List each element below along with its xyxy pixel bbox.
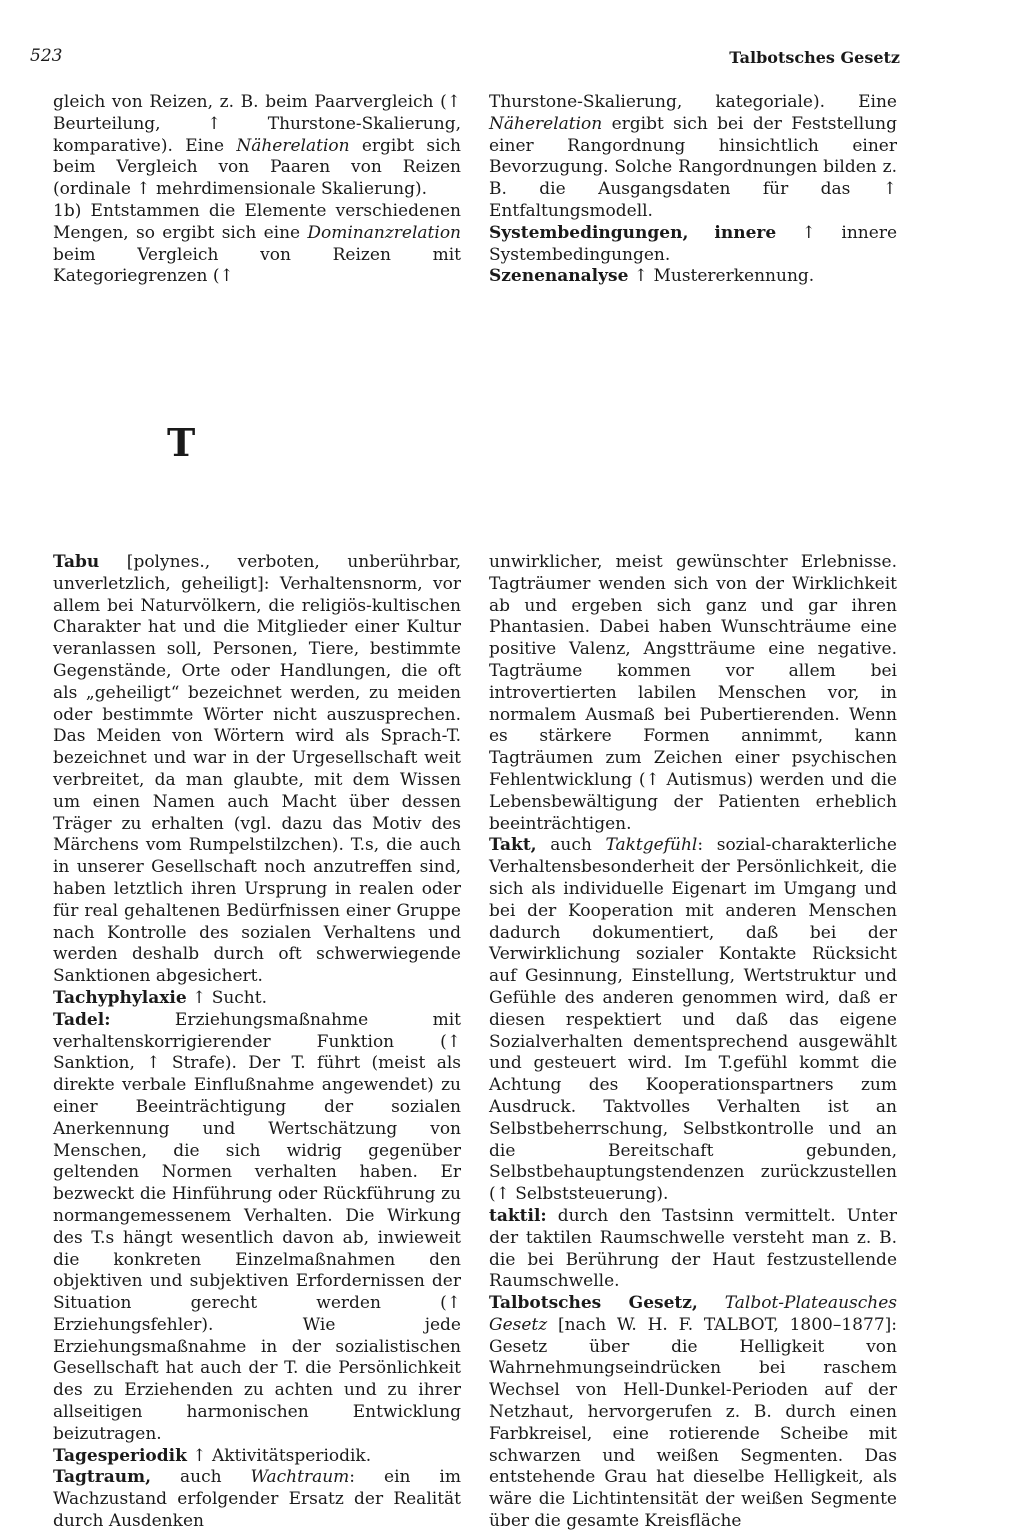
entry-headword: Talbotsches Gesetz,: [489, 1293, 698, 1314]
text-column-right: [489, 552, 897, 1533]
entry-text: : sozial-charakterliche Verhaltensbesonderheit der Persönlichkeit, die sich als individuelle Eigenart im Umgang und bei der Kooperation mit anderen Menschen dadurch dokumentiert, daß bei der Verwirklichung sozialer Kontakte Rücksicht auf Gesinnung, Einstellung, Wertstruktur und Gefühle des anderen genommen wird, daß er diesen respektiert und daß das eigene Sozialverhalten dementsprechend ausgewählt und gesteuert wird. Im T.gefühl kommt die Achtung des Kooperationspartners zum Ausdruck. Taktvolles Verhalten ist an Selbstbeherrschung, Selbstkontrolle und an die Bereitschaft gebunden, Selbstbehauptungstendenzen zurückzustellen (↑ Selbststeuerung).: [489, 835, 897, 1205]
section-letter: T: [167, 420, 196, 465]
dictionary-entry: [489, 92, 897, 223]
entry-text: auch: [536, 835, 606, 856]
emphasized-term: Wachtraum: [250, 1467, 350, 1488]
entry-headword: Tadel:: [53, 1009, 111, 1030]
entry-headword: Tabu: [53, 552, 100, 572]
entry-text: durch den Tastsinn vermittelt. Unter der taktilen Raumschwelle versteht man z. B. die bei Berührung der Haut festzustellende Raumschwelle.: [489, 1205, 897, 1292]
text-column-top-left: [53, 92, 461, 288]
entry-text: [polynes., verboten, unberührbar, unverletzlich, geheiligt]: Verhaltensnorm, vor allem bei Naturvölkern, die religiös-kultischen Charakter hat und die Mitglieder einer Kultur veranlassen soll, Personen, Tiere, bestimmte Gegenstände, Orte oder Handlungen, die oft als „geheiligt“ bezeichnet werden, zu meiden oder bestimmte Wörter nicht auszusprechen. Das Meiden von Wörtern wird als Sprach-T. bezeichnet und war in der Urgesellschaft weit verbreitet, da man glaubte, mit dem Wissen um einen Namen auch Macht über dessen Träger zu erhalten (vgl. dazu das Motiv des Märchens vom Rumpelstilzchen). T.s, die auch in unserer Gesellschaft noch anzutreffen sind, haben letztlich ihren Ursprung in realen oder für real gehaltenen Bedürfnissen einer Gruppe nach Kontrolle des sozialen Verhaltens und werden deshalb durch oft schwerwiegende Sanktionen abgesichert.: [53, 552, 461, 987]
dictionary-entry: [53, 552, 461, 988]
dictionary-entry: [53, 1010, 461, 1446]
emphasized-term: Taktgefühl: [605, 835, 698, 856]
entry-headword: Systembedingungen, innere: [489, 222, 777, 243]
entry-text: [698, 1293, 725, 1313]
dictionary-entry: [489, 835, 897, 1206]
running-head: Talbotsches Gesetz: [729, 48, 900, 67]
entry-headword: taktil:: [489, 1205, 547, 1226]
entry-text: Erziehungsmaßnahme mit verhaltenskorrigierender Funktion (↑ Sanktion, ↑ Strafe). Der T. führt (meist als direkte verbale Einflußnahme angewendet) zu einer Beeinträchtigung der sozialen Anerkennung und Wertschätzung von Menschen, die sich widrig gegenüber geltenden Normen verhalten haben. Er bezweckt die Hinführung oder Rückführung zu normangemessenem Verhalten. Die Wirkung des T.s hängt wesentlich davon ab, inwieweit die konkreten Einzelmaßnahmen den objektiven und subjektiven Erfordernissen der Situation gerecht werden (↑ Erziehungsfehler). Wie jede Erziehungsmaßnahme in der sozialistischen Gesellschaft hat auch der T. die Persönlichkeit des zu Erziehenden zu achten und zu ihrer allseitigen harmonischen Entwicklung beizutragen.: [53, 1009, 461, 1444]
entry-headword: Tagtraum,: [53, 1467, 152, 1488]
dictionary-entry: [53, 988, 461, 1010]
entry-text: ↑ Aktivitätsperiodik.: [186, 1445, 372, 1466]
entry-text: ergibt sich beim Vergleich von Paaren von Reizen (ordinale ↑ mehrdimensionale Skalierung).: [53, 135, 461, 200]
entry-text: : ein im Wachzustand erfolgender Ersatz der Realität durch Ausdenken: [53, 1467, 461, 1532]
emphasized-term: Näherelation: [236, 135, 350, 156]
dictionary-entry: [53, 92, 461, 201]
entry-headword: Takt,: [489, 835, 537, 856]
entry-text: ↑ Mustererkennung.: [628, 266, 815, 287]
emphasized-term: Näherelation: [489, 113, 603, 134]
emphasized-term: Talbot-Plateausches Gesetz: [489, 1293, 897, 1335]
entry-text: [nach W. H. F. TALBOT, 1800–1877]: Gesetz über die Helligkeit von Wahrnehmungseindrücken bei raschem Wechsel von Hell-Dunkel-Perioden auf der Netzhaut, hervorgerufen z. B. durch einen Farbkreisel, eine rotierende Scheibe mit schwarzen und weißen Segmenten. Das entstehende Grau hat dieselbe Helligkeit, als wäre die Lichtintensität der weißen Segmente über die gesamte Kreisfläche: [489, 1314, 897, 1532]
emphasized-term: Dominanzrelation: [307, 222, 461, 243]
dictionary-entry: [489, 1206, 897, 1293]
text-column-left: [53, 552, 461, 1533]
entry-text: ↑ innere Systembedingungen.: [489, 222, 898, 265]
page-number: 523: [30, 46, 63, 66]
entry-text: ergibt sich bei der Feststellung einer Rangordnung hinsichtlich einer Bevorzugung. Solche Rangordnungen bilden z. B. die Ausgangsdaten für das ↑ Entfaltungsmodell.: [489, 113, 897, 221]
text-column-top-right: [489, 92, 897, 288]
entry-headword: Tagesperiodik: [53, 1445, 187, 1466]
entry-headword: Szenenanalyse: [489, 266, 629, 287]
dictionary-entry: [489, 266, 897, 288]
entry-text: gleich von Reizen, z. B. beim Paarvergleich (↑ Beurteilung, ↑ Thurstone-Skalierung, komparative). Eine: [53, 92, 461, 156]
dictionary-entry: [489, 552, 897, 835]
entry-text: 1b) Entstammen die Elemente verschiedenen Mengen, so ergibt sich eine: [53, 200, 461, 243]
dictionary-entry: [489, 223, 897, 267]
entry-text: auch: [151, 1467, 251, 1488]
dictionary-entry: [53, 1446, 461, 1468]
entry-text: unwirklicher, meist gewünschter Erlebnisse. Tagträumer wenden sich von der Wirklichkeit ab und ergeben sich ganz und gar ihren Phantasien. Dabei haben Wunschträume eine positive Valenz, Angstträume eine negative. Tagträume kommen vor allem bei introvertierten labilen Menschen vor, in normalem Ausmaß bei Pubertierenden. Wenn es stärkere Formen annimmt, kann Tagträumen zum Zeichen einer psychischen Fehlentwicklung (↑ Autismus) werden und die Lebensbewältigung der Patienten erheblich beeinträchtigen.: [489, 552, 897, 834]
entry-headword: Tachyphylaxie: [53, 987, 187, 1008]
dictionary-entry: [489, 1293, 897, 1533]
entry-text: beim Vergleich von Reizen mit Kategoriegrenzen (↑: [53, 244, 461, 287]
dictionary-entry: [53, 201, 461, 288]
dictionary-entry: [53, 1467, 461, 1532]
entry-text: Thurstone-Skalierung, kategoriale). Eine: [489, 92, 897, 112]
entry-text: ↑ Sucht.: [186, 987, 267, 1008]
